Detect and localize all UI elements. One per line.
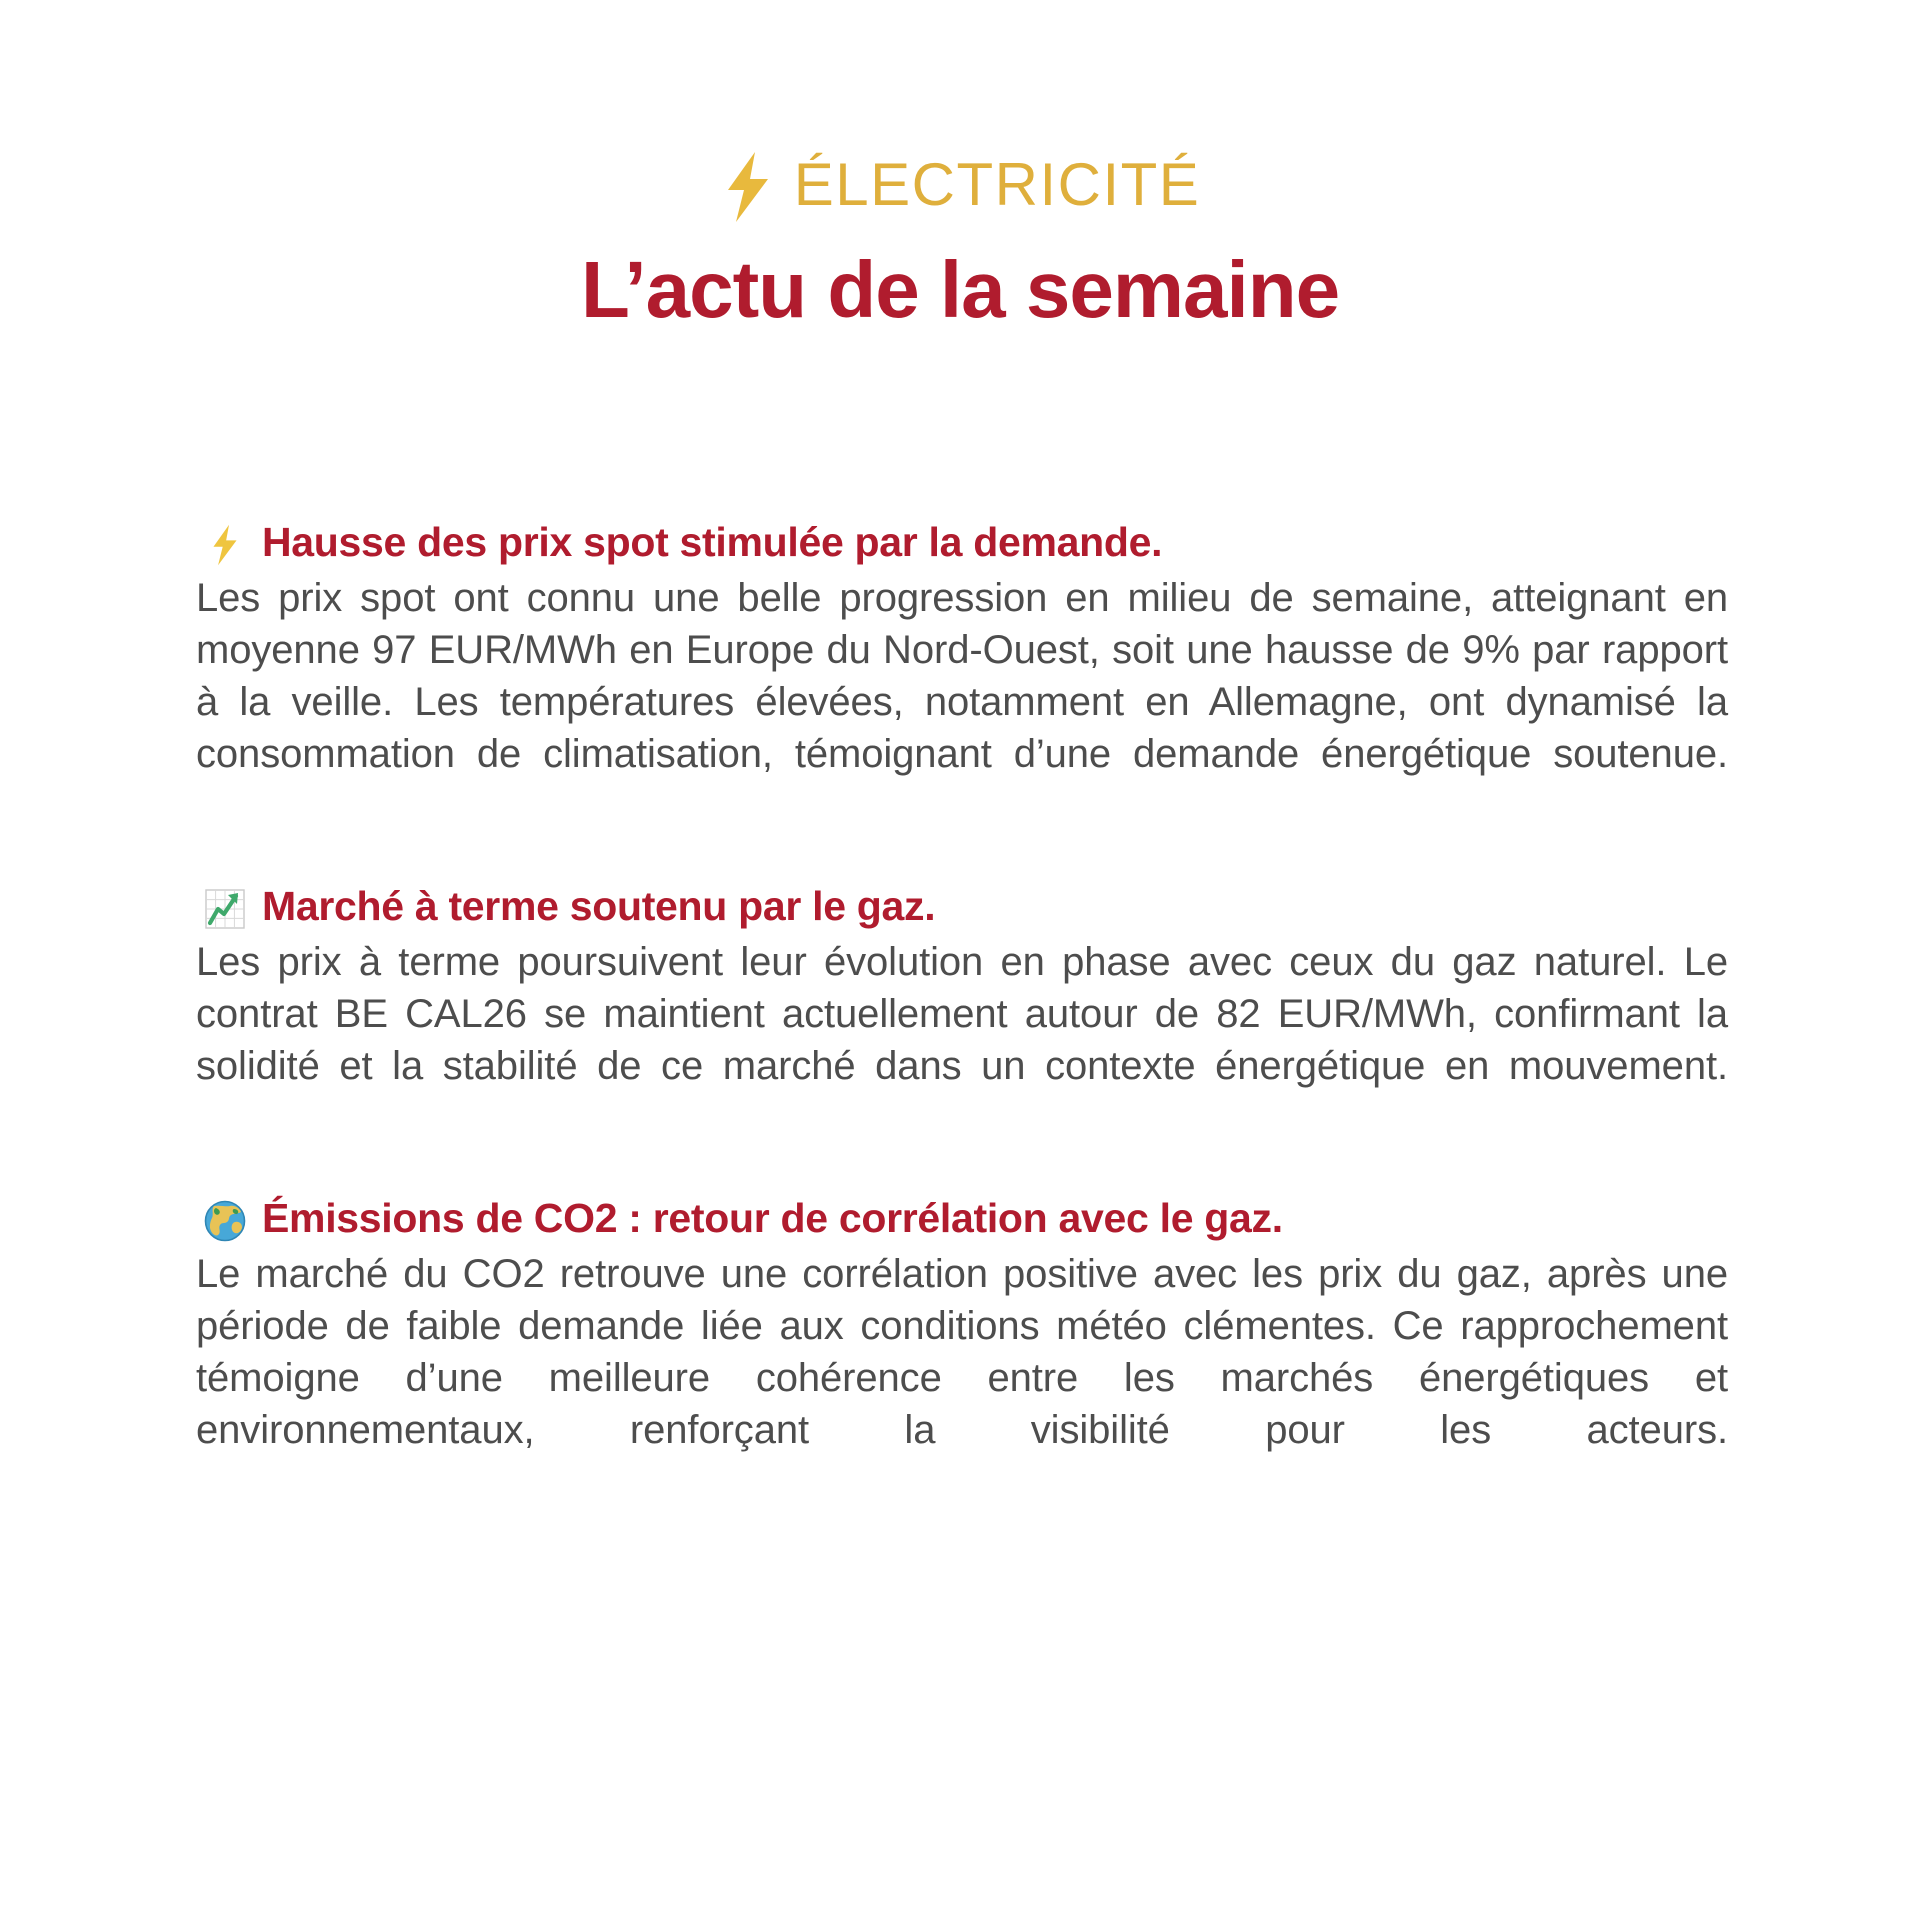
kicker: [0, 150, 1920, 220]
header: [0, 0, 1920, 332]
section-heading: [202, 1196, 1728, 1242]
kicker-label: ÉLECTRICITÉ: [793, 151, 1201, 218]
section-title: Marché à terme soutenu par le gaz.: [262, 883, 936, 929]
section-body: Le marché du CO2 retrouve une corrélation positive avec les prix du gaz, après une période de faible demande liée aux conditions météo clémentes. Ce rapprochement témoigne d’une meilleure cohérence entre les marchés énergétiques et environnementaux, renforçant la visibilité pour les acteurs.: [196, 1252, 1728, 1452]
section-title: Hausse des prix spot stimulée par la demande.: [262, 519, 1163, 565]
section-co2-emissions: [196, 1196, 1728, 1508]
section-title: Émissions de CO2 : retour de corrélation avec le gaz.: [262, 1195, 1283, 1241]
section-heading: [202, 884, 1728, 930]
high-voltage-icon: [720, 152, 776, 222]
section-spot-prices: [196, 520, 1728, 832]
section-heading: [202, 520, 1728, 566]
globe-europe-africa-icon: [202, 1198, 248, 1244]
sections-list: [196, 520, 1728, 1508]
section-body: Les prix à terme poursuivent leur évolution en phase avec ceux du gaz naturel. Le contrat BE CAL26 se maintient actuellement autour de 82 EUR/MWh, confirmant la solidité et la stabilité de ce marché dans un contexte énergétique en mouvement.: [196, 940, 1728, 1088]
chart-increasing-icon: [202, 886, 248, 932]
page-title: L’actu de la semaine: [580, 245, 1340, 334]
high-voltage-icon: [202, 522, 248, 568]
section-forward-market: [196, 884, 1728, 1144]
section-body: Les prix spot ont connu une belle progression en milieu de semaine, atteignant en moyenne 97 EUR/MWh en Europe du Nord-Ouest, soit une hausse de 9% par rapport à la veille. Les températures élevées, notamment en Allemagne, ont dynamisé la consommation de climatisation, témoignant d’une demande énergétique soutenue.: [196, 576, 1728, 776]
